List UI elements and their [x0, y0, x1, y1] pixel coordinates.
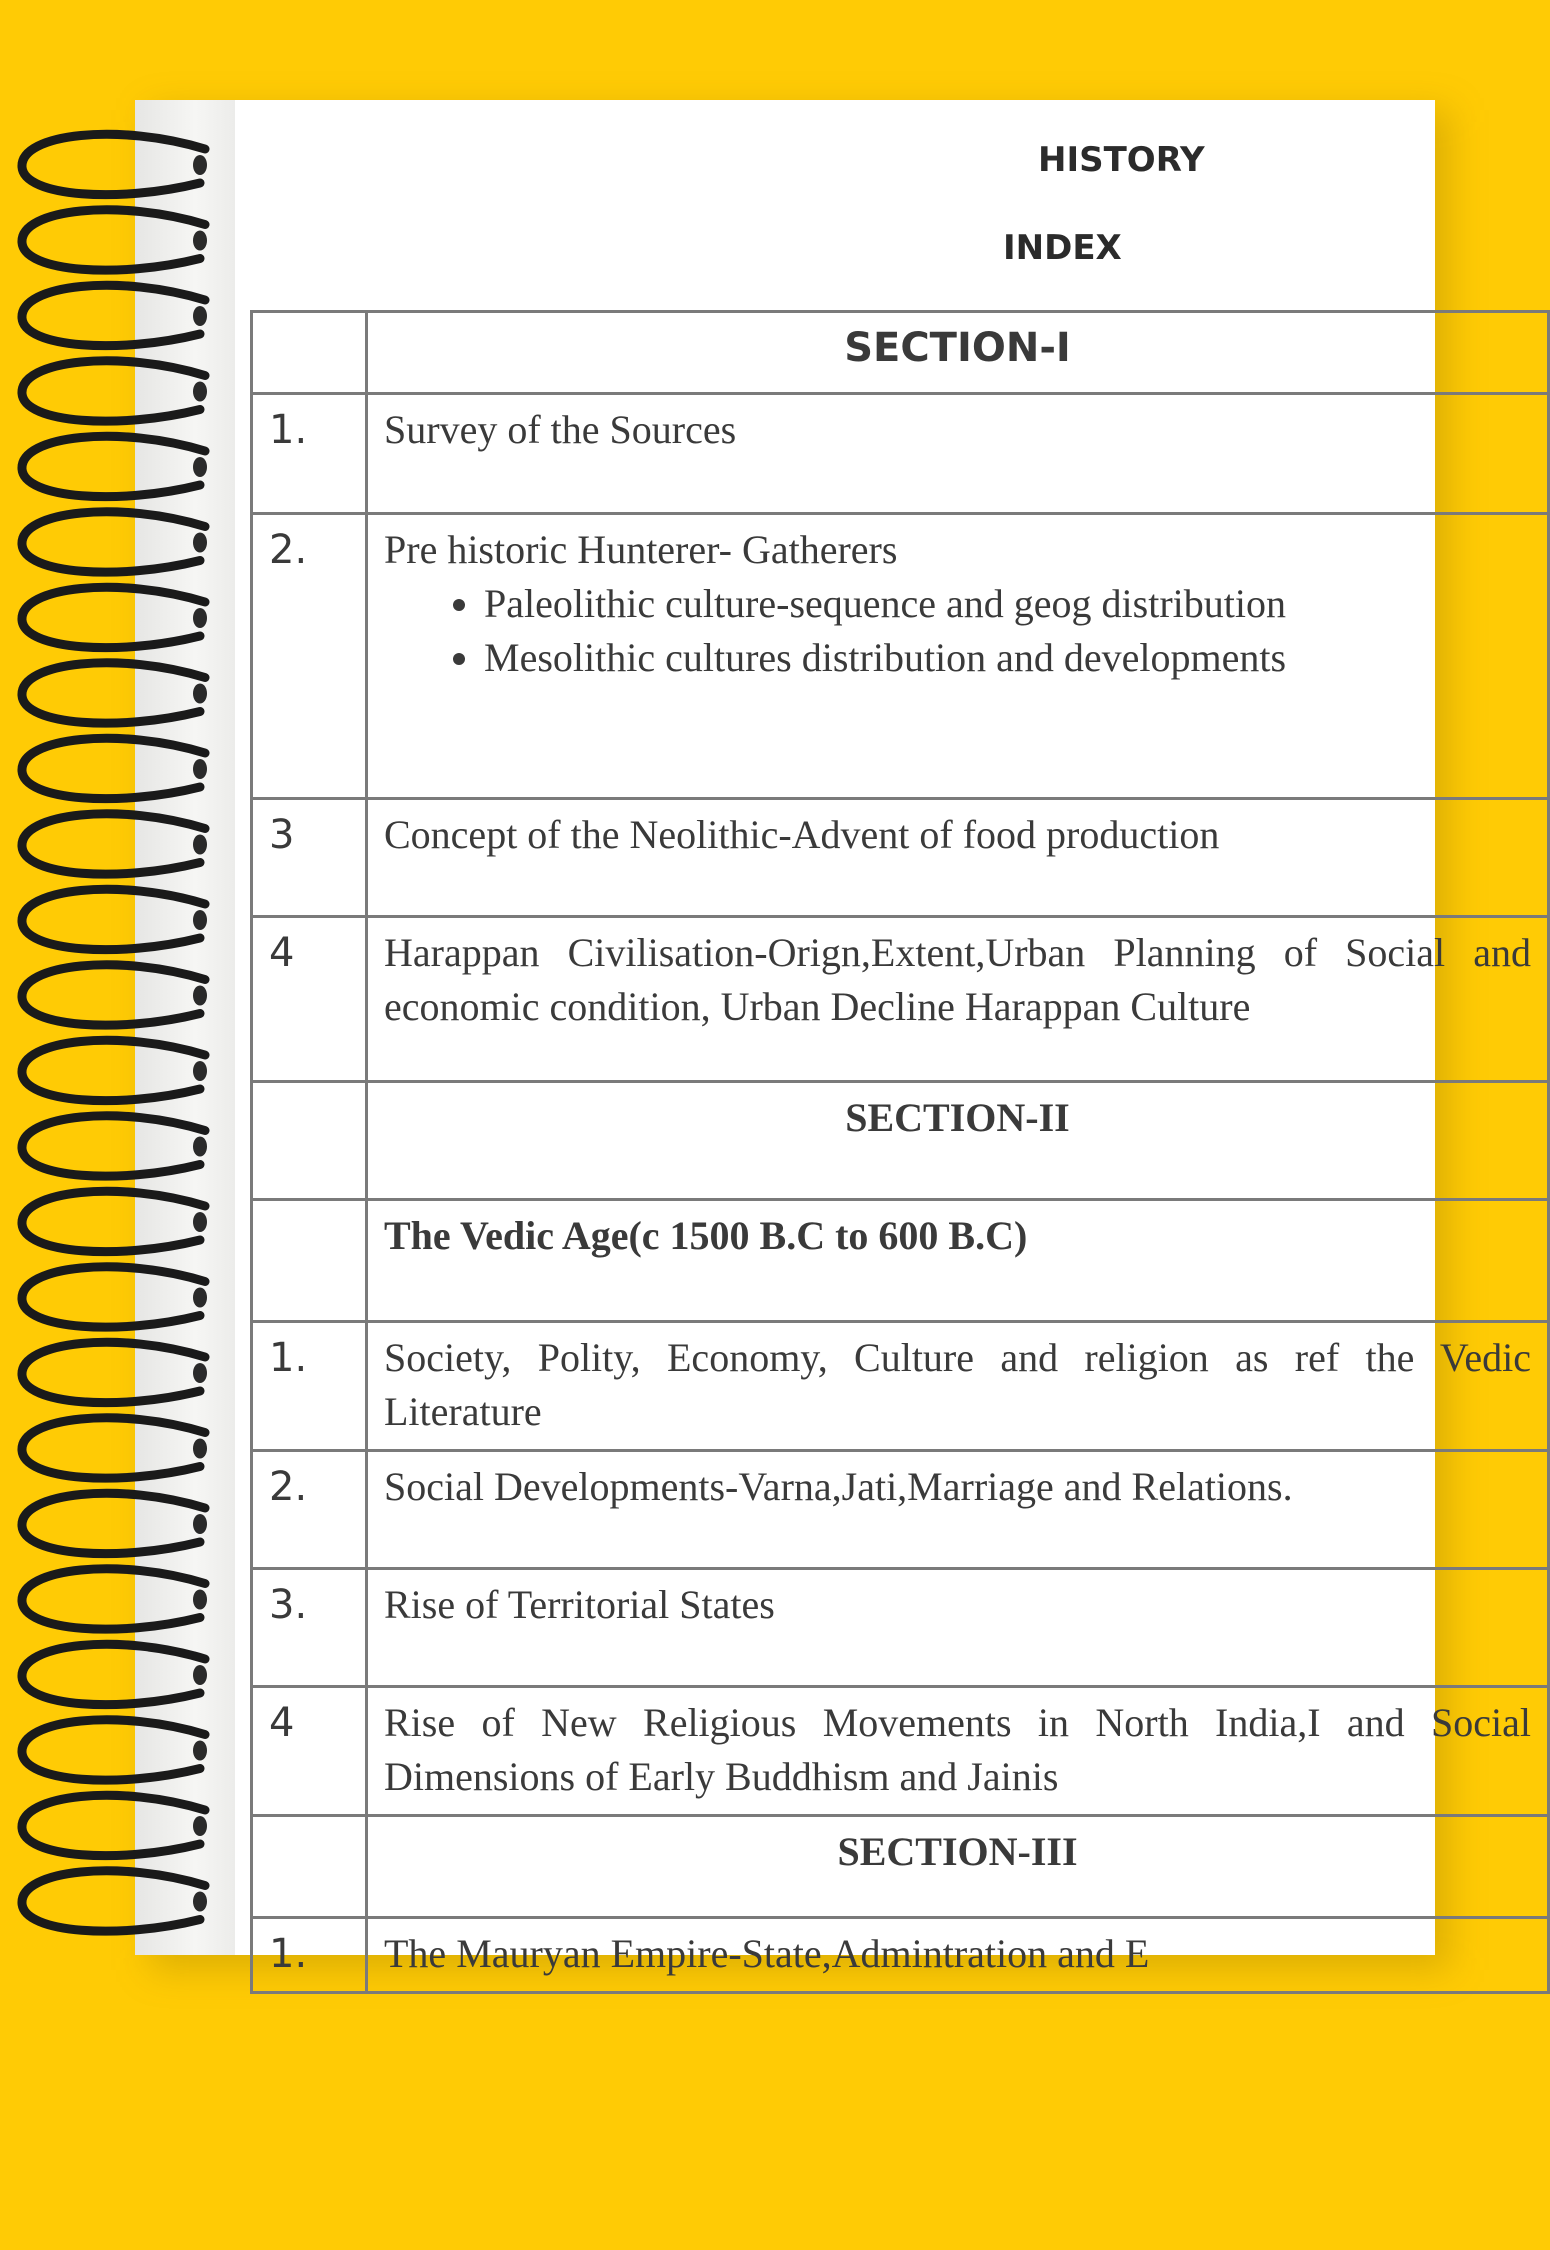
spiral-ring-icon — [22, 1644, 207, 1704]
spiral-ring-icon — [22, 285, 207, 345]
page-subtitle: INDEX — [1003, 228, 1122, 268]
topic-heading: The Vedic Age(c 1500 B.C to 600 B.C) — [367, 1200, 1549, 1322]
section-heading: SECTION-III — [367, 1816, 1549, 1918]
index-row — [252, 1451, 1549, 1569]
index-row — [252, 1200, 1549, 1322]
topic-text: Social Developments-Varna,Jati,Marriage and Relations. — [367, 1451, 1549, 1569]
spiral-ring-icon — [22, 512, 207, 572]
row-number: 2. — [252, 514, 367, 799]
topic-text: Rise of New Religious Movements in North India,I and Social Dimensions of Early Buddhism and Jainis — [367, 1687, 1549, 1816]
index-row — [252, 799, 1549, 917]
spiral-ring-icon — [22, 1720, 207, 1780]
row-number — [252, 1082, 367, 1200]
topic-text: Society, Polity, Economy, Culture and religion as ref the Vedic Literature — [367, 1322, 1549, 1451]
index-row — [252, 917, 1549, 1082]
spiral-ring-icon — [22, 1871, 207, 1931]
spiral-ring-icon — [22, 587, 207, 647]
spiral-ring-icon — [22, 210, 207, 270]
subtopic-list — [384, 577, 1531, 685]
index-table — [250, 310, 1550, 1994]
notebook-page — [135, 100, 1531, 1977]
row-number: 4 — [252, 1687, 367, 1816]
spiral-binding — [0, 125, 240, 1955]
row-number: 1. — [252, 1322, 367, 1451]
index-row — [252, 1082, 1549, 1200]
row-number: 3 — [252, 799, 367, 917]
subtopic-item: • Mesolithic cultures distribution and developments — [484, 631, 1531, 685]
subtopic-item: • Paleolithic culture-sequence and geog distribution — [484, 577, 1531, 631]
row-number — [252, 1816, 367, 1918]
row-number — [252, 312, 367, 394]
index-row — [252, 1918, 1549, 1993]
index-row — [252, 1687, 1549, 1816]
index-row — [252, 514, 1549, 799]
spiral-ring-icon — [22, 436, 207, 496]
spiral-ring-icon — [22, 1191, 207, 1251]
topic-text: Survey of the Sources — [367, 394, 1549, 514]
spiral-ring-icon — [22, 663, 207, 723]
spiral-ring-icon — [22, 1040, 207, 1100]
spiral-ring-icon — [22, 738, 207, 798]
row-number — [252, 1200, 367, 1322]
topic-cell — [367, 514, 1549, 799]
spiral-ring-icon — [22, 889, 207, 949]
spiral-ring-icon — [22, 1569, 207, 1629]
spiral-ring-icon — [22, 134, 207, 194]
row-number: 1. — [252, 1918, 367, 1993]
row-number: 2. — [252, 1451, 367, 1569]
row-number: 1. — [252, 394, 367, 514]
spiral-ring-icon — [22, 965, 207, 1025]
spiral-ring-icon — [22, 361, 207, 421]
spiral-ring-icon — [22, 1116, 207, 1176]
row-number: 4 — [252, 917, 367, 1082]
section-heading: SECTION-I — [367, 312, 1549, 394]
topic-text: Concept of the Neolithic-Advent of food production — [367, 799, 1549, 917]
spiral-ring-icon — [22, 814, 207, 874]
row-number: 3. — [252, 1569, 367, 1687]
spiral-ring-icon — [22, 1493, 207, 1553]
spiral-ring-icon — [22, 1795, 207, 1855]
topic-text: The Mauryan Empire-State,Admintration and E — [367, 1918, 1549, 1993]
page-title: HISTORY — [1038, 140, 1205, 180]
index-row — [252, 1322, 1549, 1451]
index-row — [252, 312, 1549, 394]
topic-text: Rise of Territorial States — [367, 1569, 1549, 1687]
index-row — [252, 1816, 1549, 1918]
section-heading: SECTION-II — [367, 1082, 1549, 1200]
spiral-ring-icon — [22, 1267, 207, 1327]
topic-text: Pre historic Hunterer- Gatherers — [384, 527, 898, 572]
index-row — [252, 1569, 1549, 1687]
topic-text: Harappan Civilisation-Orign,Extent,Urban Planning of Social and economic condition, Urban Decline Harappan Culture — [367, 917, 1549, 1082]
index-row — [252, 394, 1549, 514]
spiral-ring-icon — [22, 1418, 207, 1478]
spiral-ring-icon — [22, 1342, 207, 1402]
